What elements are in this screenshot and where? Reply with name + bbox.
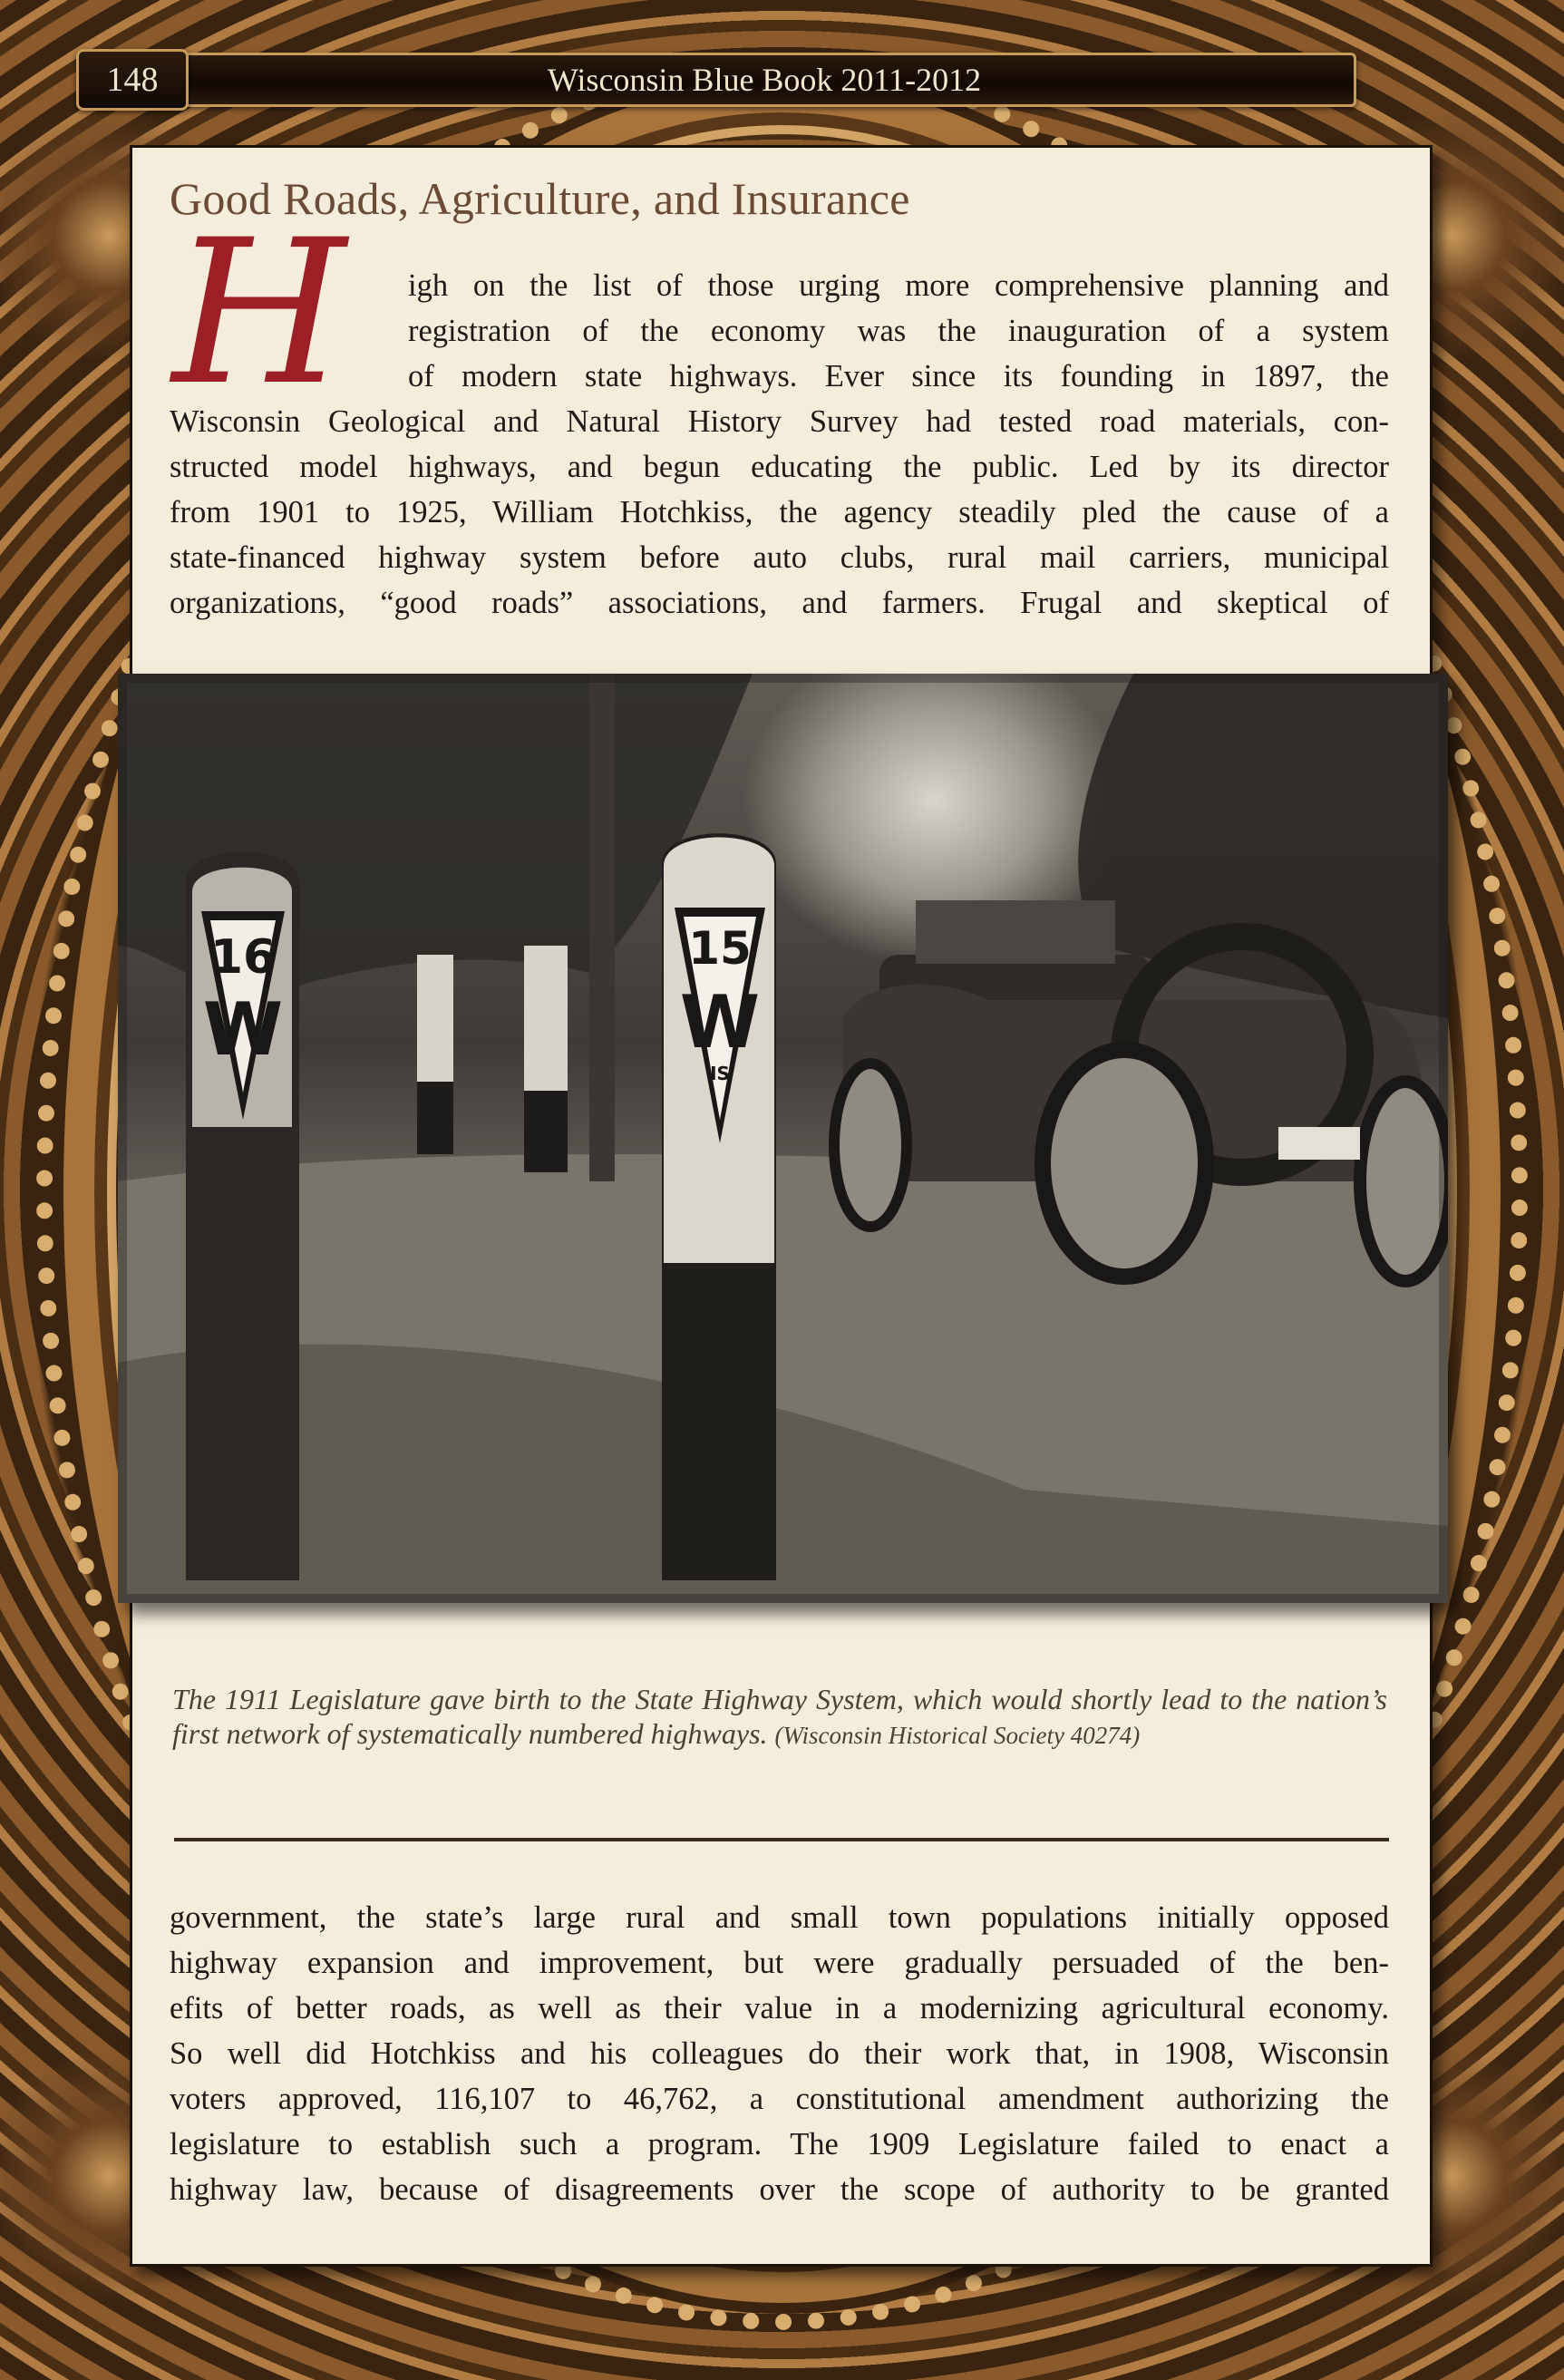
text-line: of modern state highways. Ever since its founding in 1897, the	[408, 359, 1389, 393]
text-line: government, the state’s large rural and small town populations initially opposed	[170, 1900, 1389, 1935]
marker-right-number: 15	[688, 922, 752, 975]
text-line: legislature to establish such a program. The 1909 Legislature failed to enact a	[170, 2127, 1389, 2161]
section-divider	[174, 1838, 1389, 1841]
historic-highway-photo	[118, 674, 1448, 1603]
text-line: structed model highways, and begun educating the public. Led by its director	[170, 450, 1389, 484]
text-line: organizations, “good roads” associations, and farmers. Frugal and skeptical of	[170, 586, 1389, 620]
marker-right-small: IS	[710, 1063, 730, 1084]
book-title: Wisconsin Blue Book 2011-2012	[547, 62, 982, 98]
page-number: 148	[76, 49, 189, 111]
text-line: from 1901 to 1925, William Hotchkiss, the agency steadily pled the cause of a	[170, 495, 1389, 529]
text-line: igh on the list of those urging more comprehensive planning and	[408, 268, 1389, 303]
marker-right-letter: W	[679, 980, 761, 1064]
running-header	[172, 53, 1356, 107]
text-line: state-financed highway system before auto clubs, rural mail carriers, municipal	[170, 540, 1389, 575]
drop-cap: H	[172, 197, 346, 429]
marker-left-letter: W	[202, 987, 284, 1072]
caption-credit: (Wisconsin Historical Society 40274)	[774, 1722, 1141, 1749]
text-line: So well did Hotchkiss and his colleagues do their work that, in 1908, Wisconsin	[170, 2036, 1389, 2071]
text-line: Wisconsin Geological and Natural History Survey had tested road materials, con-	[170, 404, 1389, 439]
text-line: voters approved, 116,107 to 46,762, a constitutional amendment authorizing the	[170, 2082, 1389, 2116]
marker-left-number: 16	[209, 930, 277, 985]
paragraph-bottom	[170, 1895, 1389, 2212]
photo-caption	[172, 1682, 1387, 1753]
text-line: highway expansion and improvement, but were gradually persuaded of the ben-	[170, 1946, 1389, 1980]
text-line: efits of better roads, as well as their value in a modernizing agricultural economy.	[170, 1991, 1389, 2025]
paragraph-top	[170, 263, 1389, 626]
caption-text: The 1911 Legislature gave birth to the State Highway System, which would shortly lead to the nation’s first network of systematically numbered highways.	[172, 1683, 1387, 1750]
text-line: highway law, because of disagreements over the scope of authority to be granted	[170, 2172, 1389, 2207]
photo-illustration	[118, 674, 1448, 1603]
text-line: registration of the economy was the inauguration of a system	[408, 314, 1389, 348]
section-title: Good Roads, Agriculture, and Insurance	[170, 173, 910, 224]
